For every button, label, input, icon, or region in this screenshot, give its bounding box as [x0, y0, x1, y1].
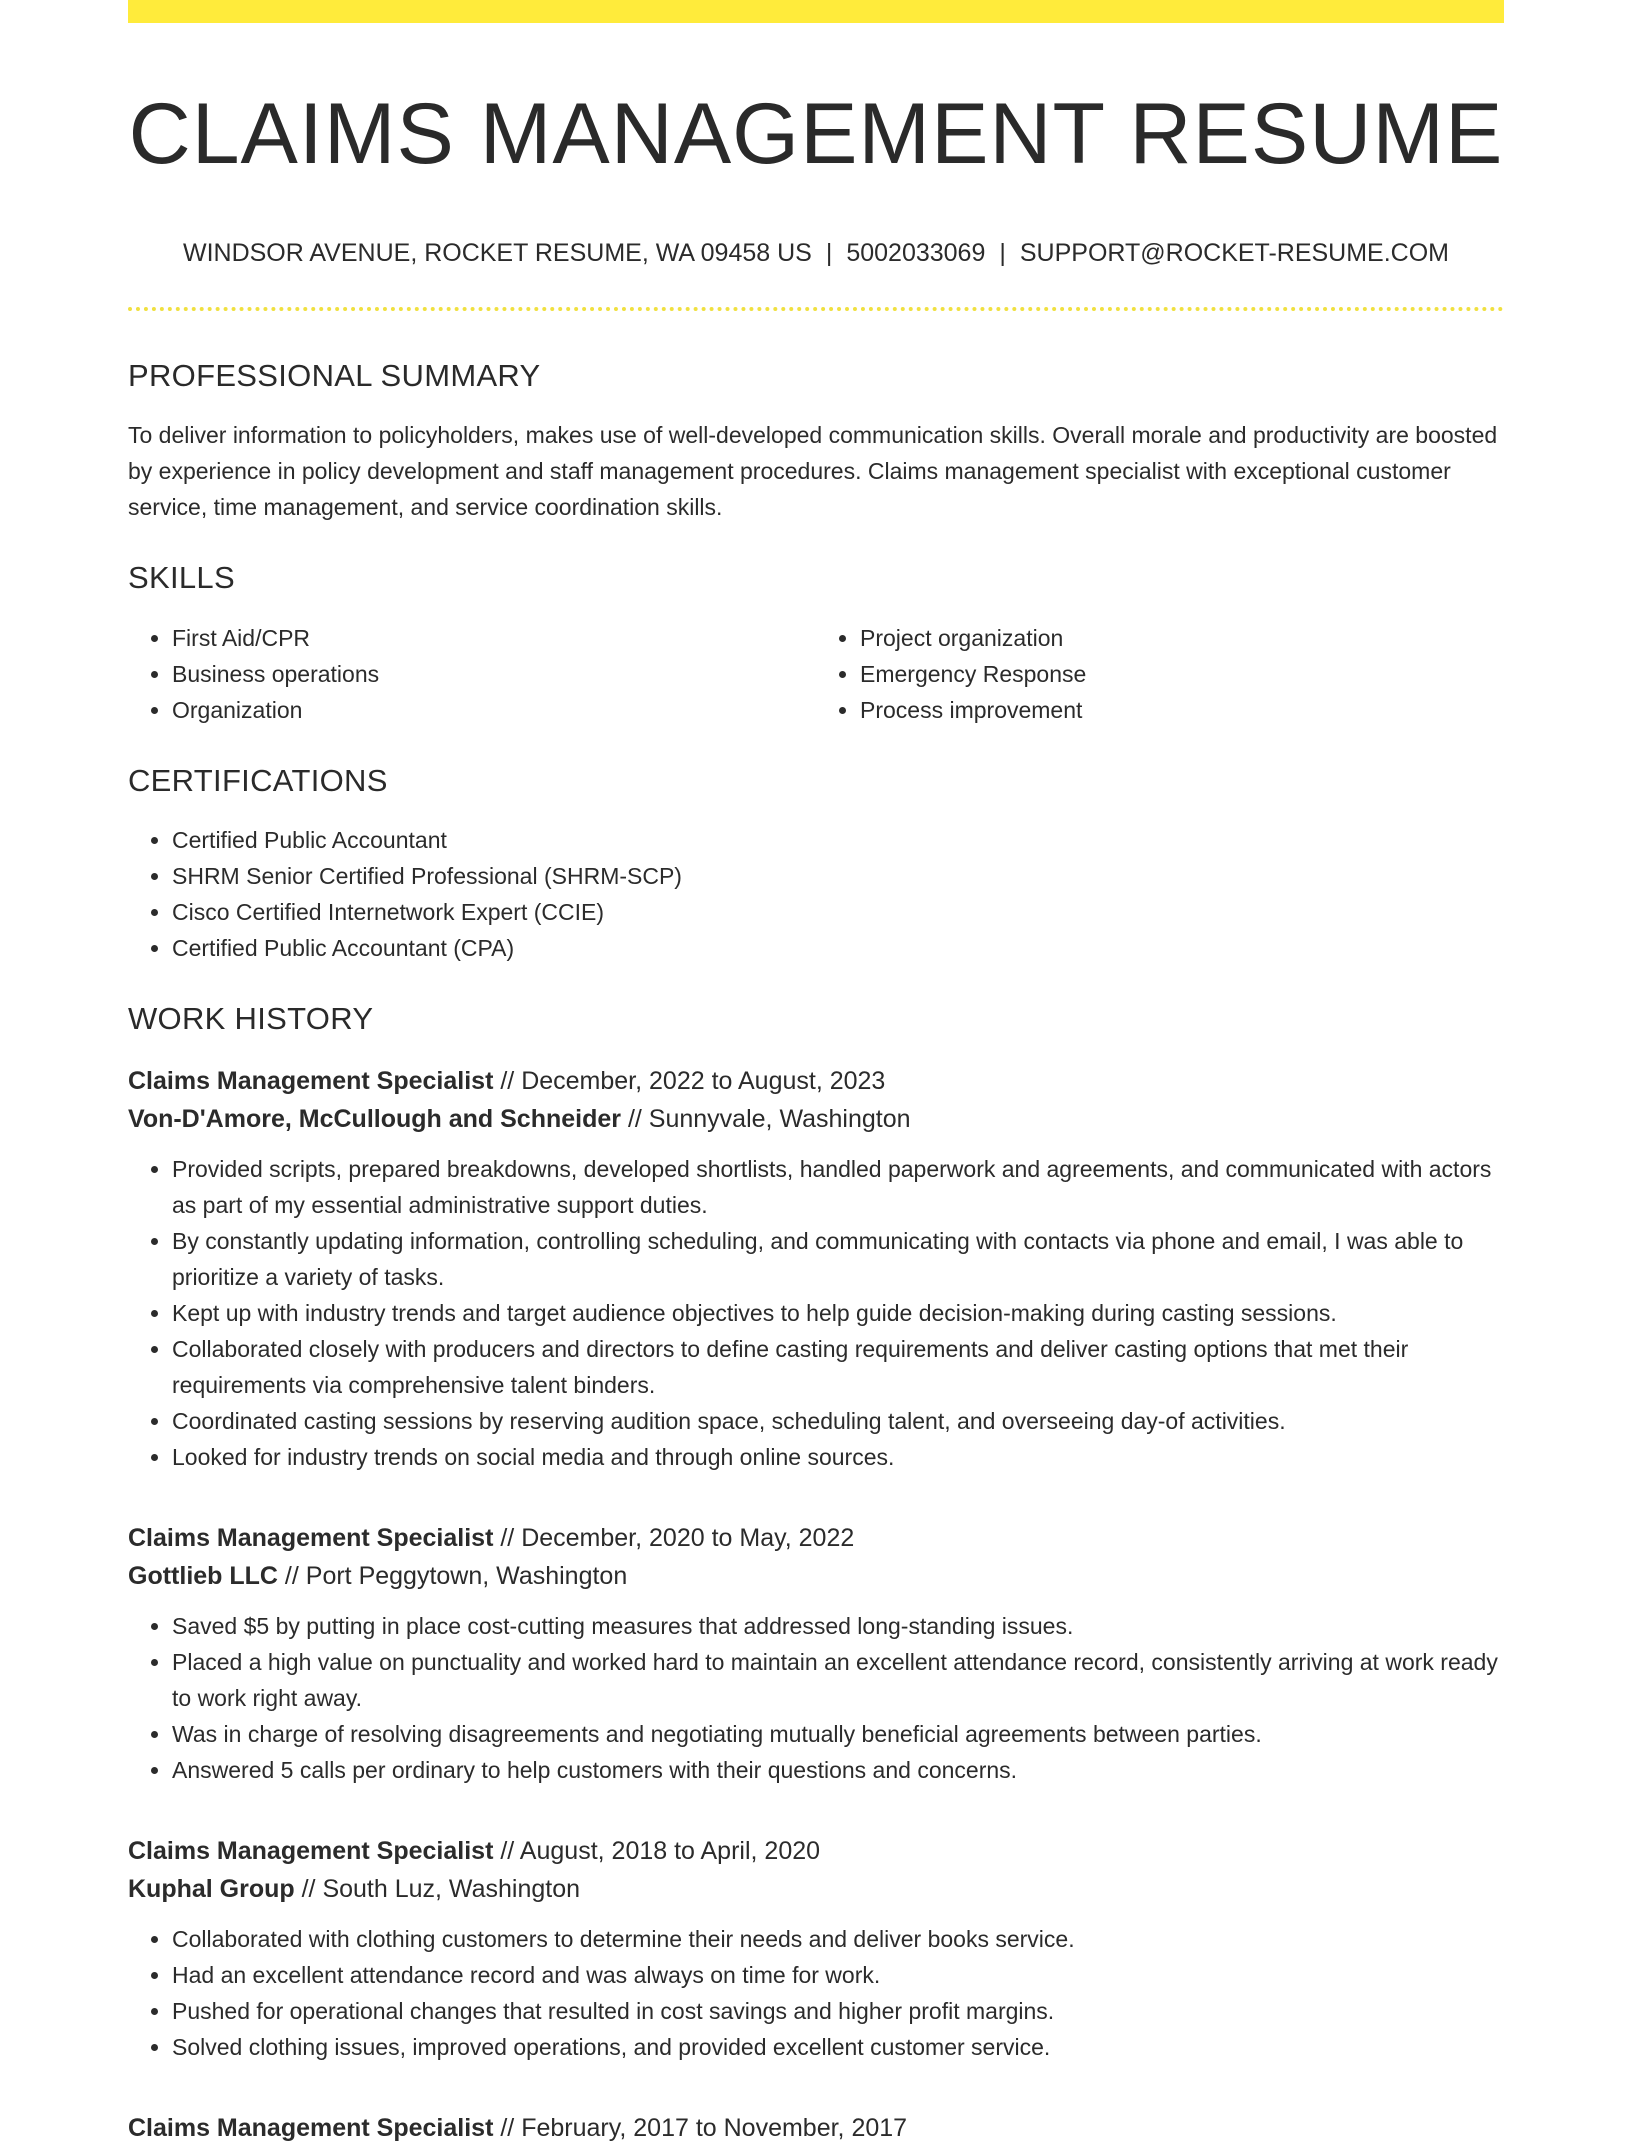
job-company: Kuphal Group: [128, 1874, 295, 1903]
skill-item: • Project organization: [860, 620, 1504, 656]
dotted-divider: [128, 307, 1504, 311]
skills-list-right: [816, 620, 1504, 728]
job-role: Claims Management Specialist: [128, 1066, 494, 1095]
job-location: // South Luz, Washington: [294, 1874, 581, 1903]
skill-item: • Business operations: [172, 656, 816, 692]
job-entry: [128, 1832, 1504, 2065]
skill-item: • Emergency Response: [860, 656, 1504, 692]
job-entry: [128, 1519, 1504, 1788]
job-role-line: [128, 1519, 1504, 1557]
job-bullet: • Saved $5 by putting in place cost-cutting measures that addressed long-standing issues.: [172, 1608, 1504, 1644]
contact-separator: |: [999, 239, 1006, 268]
certifications-list: [128, 822, 1504, 966]
job-role: Claims Management Specialist: [128, 1523, 494, 1552]
job-entry: [128, 2109, 1504, 2147]
job-location: // Port Peggytown, Washington: [277, 1561, 628, 1590]
job-company-line: [128, 1870, 1504, 1908]
job-company: Gottlieb LLC: [128, 1561, 278, 1590]
summary-text: To deliver information to policyholders, makes use of well-developed communication skills. Overall morale and productivity are boosted by experience in policy development and staff management procedures. Claims management specialist with exceptional customer service, time management, and service coordination skills.: [128, 422, 1498, 521]
job-entry: [128, 1062, 1504, 1475]
certification-item: • Cisco Certified Internetwork Expert (CCIE): [172, 894, 1504, 930]
accent-bar: [128, 0, 1504, 23]
skill-item: • Process improvement: [860, 692, 1504, 728]
summary-heading: PROFESSIONAL SUMMARY: [128, 358, 541, 394]
job-bullets: [128, 1608, 1504, 1788]
job-company-line: [128, 1100, 1504, 1138]
job-dates: // August, 2018 to April, 2020: [493, 1836, 821, 1865]
job-bullet: • Placed a high value on punctuality and worked hard to maintain an excellent attendance record, consistently arriving at work ready to work right away.: [172, 1644, 1504, 1716]
email: SUPPORT@ROCKET-RESUME.COM: [1019, 239, 1450, 268]
job-bullet: • Solved clothing issues, improved operations, and provided excellent customer service.: [172, 2029, 1504, 2065]
contact-line: [128, 238, 1504, 268]
job-bullet: • Looked for industry trends on social media and through online sources.: [172, 1439, 1504, 1475]
job-bullet: • Coordinated casting sessions by reserving audition space, scheduling talent, and overseeing day-of activities.: [172, 1403, 1504, 1439]
job-company-line: [128, 1557, 1504, 1595]
work-history-heading: WORK HISTORY: [128, 1000, 374, 1036]
job-dates: // February, 2017 to November, 2017: [493, 2113, 908, 2142]
skill-item: • Organization: [172, 692, 816, 728]
certification-item: • Certified Public Accountant (CPA): [172, 930, 1504, 966]
job-bullet: • Collaborated closely with producers and directors to define casting requirements and deliver casting options that met their requirements via comprehensive talent binders.: [172, 1331, 1504, 1403]
address: WINDSOR AVENUE, ROCKET RESUME, WA 09458 US: [182, 239, 812, 268]
job-bullet: • Kept up with industry trends and target audience objectives to help guide decision-making during casting sessions.: [172, 1295, 1504, 1331]
skill-item: • First Aid/CPR: [172, 620, 816, 656]
contact-separator: |: [825, 239, 833, 268]
certifications-heading: CERTIFICATIONS: [128, 762, 388, 798]
job-dates: // December, 2020 to May, 2022: [493, 1523, 855, 1552]
skills-heading: SKILLS: [128, 560, 235, 596]
certification-item: • SHRM Senior Certified Professional (SHRM-SCP): [172, 858, 1504, 894]
job-dates: // December, 2022 to August, 2023: [493, 1066, 886, 1095]
certification-item: • Certified Public Accountant: [172, 822, 1504, 858]
job-bullet: • By constantly updating information, controlling scheduling, and communicating with contacts via phone and email, I was able to prioritize a variety of tasks.: [172, 1223, 1504, 1295]
job-role: Claims Management Specialist: [128, 2113, 494, 2142]
job-bullet: • Was in charge of resolving disagreements and negotiating mutually beneficial agreements between parties.: [172, 1716, 1504, 1752]
skills-list-left: [128, 620, 816, 728]
job-bullets: [128, 1151, 1504, 1475]
job-role-line: [128, 2109, 1504, 2147]
job-role-line: [128, 1062, 1504, 1100]
job-location: // Sunnyvale, Washington: [621, 1104, 911, 1133]
job-bullet: • Collaborated with clothing customers to determine their needs and deliver books service.: [172, 1921, 1504, 1957]
job-bullet: • Had an excellent attendance record and was always on time for work.: [172, 1957, 1504, 1993]
resume-page: [128, 0, 1504, 2147]
phone: 5002033069: [846, 239, 986, 268]
resume-title: CLAIMS MANAGEMENT RESUME: [128, 86, 1504, 182]
job-bullets: [128, 1921, 1504, 2065]
job-bullet: • Pushed for operational changes that resulted in cost savings and higher profit margins.: [172, 1993, 1504, 2029]
job-role: Claims Management Specialist: [128, 1836, 494, 1865]
job-bullet: • Provided scripts, prepared breakdowns, developed shortlists, handled paperwork and agreements, and communicated with actors as part of my essential administrative support duties.: [172, 1151, 1504, 1223]
job-bullet: • Answered 5 calls per ordinary to help customers with their questions and concerns.: [172, 1752, 1504, 1788]
job-role-line: [128, 1832, 1504, 1870]
skills-grid: [128, 620, 1504, 728]
job-company: Von-D'Amore, McCullough and Schneider: [128, 1104, 622, 1133]
